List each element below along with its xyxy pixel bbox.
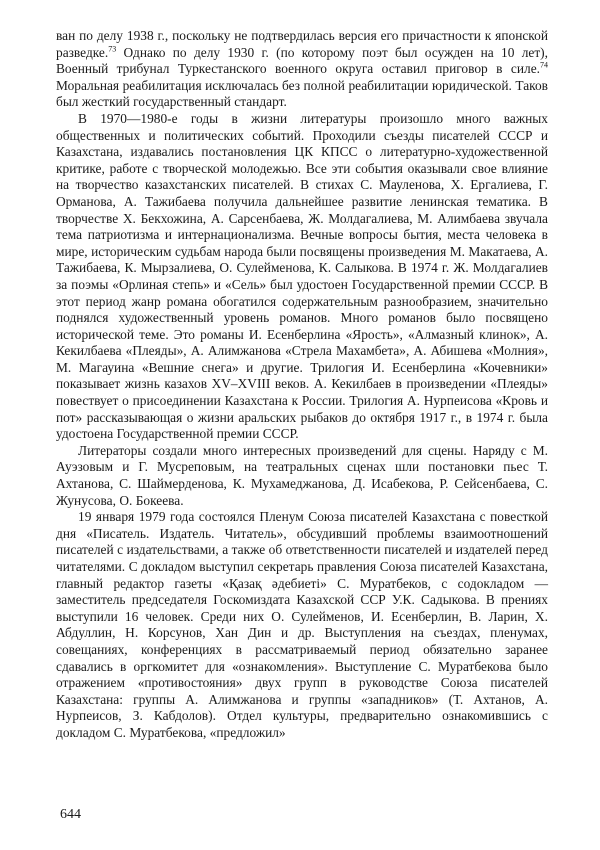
paragraph-p2 <box>56 111 548 443</box>
paragraph-p4 <box>56 509 548 741</box>
footnote-reference: 74 <box>540 60 548 70</box>
paragraph-p3 <box>56 443 548 509</box>
paragraph-p1 <box>56 28 548 111</box>
paragraph-text: 19 января 1979 года состоялся Пленум Союза писателей Казахстана с повесткой дня «Писатель. Издатель. Читатель», обсудивший проблемы взаимоотношений писателей с издательствами, а также об ответственности писателей и издателей перед читателями. С докладом выступил секретарь правления Союза писателей Казахстана, главный редактор газеты «Қазақ әдебиеті» С. Муратбеков, с содокладом — заместитель председателя Госкомиздата Казахской ССР У.К. Садыкова. В прениях выступили 16 человек. Среди них О. Сулейменов, И. Есенберлин, В. Ларин, Х. Абдуллин, Н. Корсунов, Хан Дин и др. Выступления на съездах, пленумах, совещаниях, конференциях в рассматриваемый период обязательно заранее сдавались в оргкомитет для «ознакомления». Выступление С. Муратбекова было отражением «противостояния» двух групп в руководстве Союза писателей Казахстана: группы А. Алимжанова и группы «западников» (Т. Ахтанов, А. Нурпеисов, З. Кабдолов). Отдел культуры, предварительно ознакомившись с докладом С. Муратбекова, «предложил» <box>56 509 548 740</box>
paragraph-text: Литераторы создали много интересных произведений для сцены. Наряду с М. Ауэзовым и Г. Мусреповым, на театральных сценах шли постановки пьес Т. Ахтанова, С. Шаймерденова, К. Мухамеджанова, Д. Исабекова, Р. Сейсенбаева, С. Жунусова, О. Бокеева. <box>56 442 548 508</box>
footnote-reference: 73 <box>108 44 117 54</box>
paragraph-text: Однако по делу 1930 г. (по которому поэт был осужден на 10 лет), Военный трибунал Туркестанского военного округа оставил приговор в силе. <box>56 44 548 77</box>
paragraph-text: ван по делу 1938 г., поскольку не подтвердилась версия его причастности к японской разведке. <box>56 28 548 60</box>
body-text <box>56 28 548 742</box>
page-number: 644 <box>60 807 81 822</box>
paragraph-text: В 1970—1980-е годы в жизни литературы произошло много важных общественных и политических событий. Проходили съезды писателей СССР и Казахстана, издавались постановления ЦК КПСС о литературно-художественной критике, работе с творческой молодежью. Все эти события оказывали свое влияние на творчество казахстанских писателей. В стихах С. Мауленова, Х. Ергалиева, Г. Орманова, А. Тажибаева получила дальнейшее развитие ленинская тематика. В творчестве Х. Бекхожина, А. Сарсенбаева, Ж. Молдагалиева, М. Алимбаева звучала тема патриотизма и интернационализма. Вечные вопросы бытия, места человека в мире, историческим судьбам народа были посвящены произведения М. Макатаева, А. Тажибаева, К. Мырзалиева, О. Сулейменова, К. Салыкова. В 1974 г. Ж. Молдагалиев за поэмы «Орлиная степь» и «Сель» был удостоен Государственной премии СССР. В этот период жанр романа обогатился содержательным разнообразием, значительно поднялся художественный уровень романов. Много романов было посвящено исторической теме. Это романы И. Есенберлина «Ярость», «Алмазный клинок», А. Кекилбаева «Плеяды», А. Алимжанова «Стрела Махамбета», А. Абишева «Молния», М. Магауина «Вешние снега» и другие. Трилогия И. Есенберлина «Кочевники» показывает жизнь казахов XV–XVIII веков. А. Кекилбаев в произведении «Плеяды» повествует о присоединении Казахстана к России. Трилогия А. Нурпеисова «Кровь и пот» рассказывающая о жизни аральских рыбаков до октября 1917 г., в 1974 г. была удостоена Государственной премии СССР. <box>56 110 548 442</box>
document-page <box>56 28 548 742</box>
paragraph-text: Моральная реабилитация исключалась без полной реабилитации юридической. Таков был жесткий государственный стандарт. <box>56 77 548 110</box>
